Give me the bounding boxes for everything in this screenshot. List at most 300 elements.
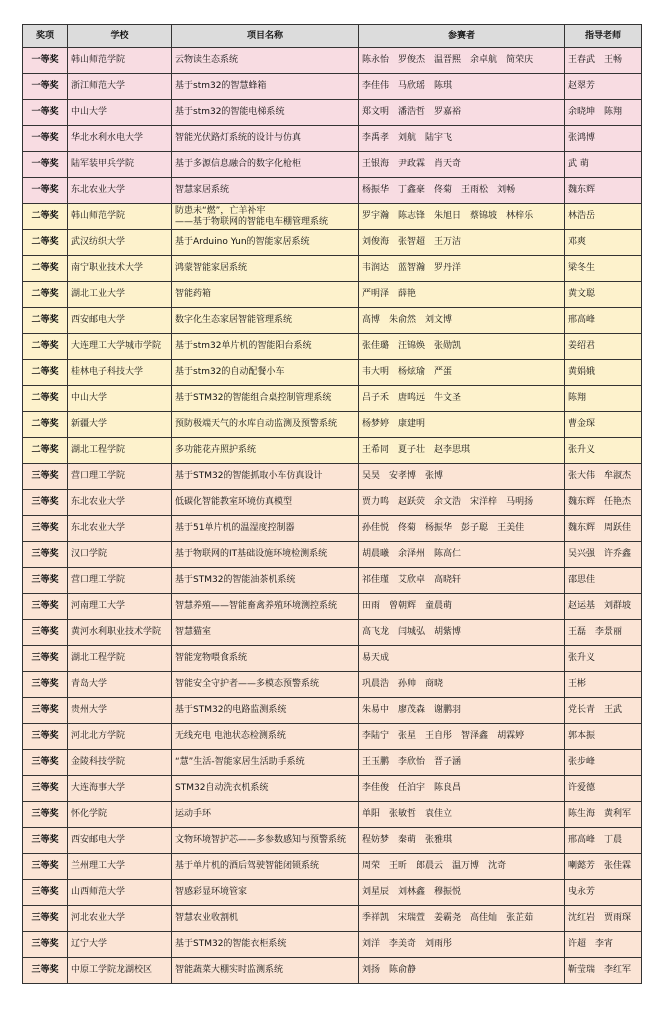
advisors-cell: [565, 620, 642, 646]
table-row: [23, 100, 642, 126]
table-row: [23, 282, 642, 308]
school-cell: 湖北工程学院: [68, 646, 172, 672]
advisors-cell: [565, 958, 642, 984]
participant-name: 温万博: [452, 861, 480, 871]
award-cell: 三等奖: [23, 568, 68, 594]
school-cell: 河南理工大学: [68, 594, 172, 620]
advisor-name: 姜绍君: [568, 341, 596, 351]
table-row: [23, 776, 642, 802]
table-row: [23, 126, 642, 152]
participant-name: 高晓轩: [434, 575, 462, 585]
school-cell: 汉口学院: [68, 542, 172, 568]
awards-table: [22, 24, 642, 984]
advisor-name: 邢高峰: [568, 315, 596, 325]
project-cell: 智慧农业收割机: [172, 906, 359, 932]
participant-name: 童晨萌: [425, 601, 453, 611]
advisors-cell: [565, 100, 642, 126]
table-body: [23, 48, 642, 984]
table-row: [23, 74, 642, 100]
table-row: [23, 802, 642, 828]
award-cell: 二等奖: [23, 360, 68, 386]
participant-name: 丁鑫豪: [398, 185, 426, 195]
advisor-name: 王彬: [568, 679, 587, 689]
advisor-name: 周跃佳: [604, 523, 632, 533]
advisor-name: 贾雨琛: [604, 913, 632, 923]
project-cell: 数字化生态家居智能管理系统: [172, 308, 359, 334]
header-advisors: 指导老师: [565, 25, 642, 48]
advisors-cell: [565, 282, 642, 308]
participant-name: 刘航: [398, 133, 417, 143]
participant-name: 牛文圣: [434, 393, 462, 403]
advisors-cell: [565, 256, 642, 282]
participant-name: 罗俊杰: [398, 55, 426, 65]
participant-name: 余卓航: [470, 55, 498, 65]
participant-name: 宋洋梓: [470, 497, 498, 507]
project-cell: 无线充电 电池状态检测系统: [172, 724, 359, 750]
school-cell: 韩山师范学院: [68, 204, 172, 230]
participants-cell: [359, 178, 565, 204]
advisor-name: 王春武: [568, 55, 596, 65]
school-cell: 韩山师范学院: [68, 48, 172, 74]
participant-name: 马欣瑶: [398, 81, 426, 91]
award-cell: 二等奖: [23, 308, 68, 334]
advisor-name: 党长青: [568, 705, 596, 715]
advisor-name: 陈生海: [568, 809, 596, 819]
advisor-name: 牟淑杰: [604, 471, 632, 481]
advisors-cell: [565, 516, 642, 542]
participants-cell: [359, 802, 565, 828]
participant-name: 高佳灿: [470, 913, 498, 923]
participants-cell: [359, 256, 565, 282]
participant-name: 高博: [362, 315, 381, 325]
participant-name: 胡霖婷: [497, 731, 525, 741]
participants-cell: [359, 854, 565, 880]
participant-name: 王希同: [362, 445, 390, 455]
participant-name: 袁佳立: [425, 809, 453, 819]
advisors-cell: [565, 152, 642, 178]
school-cell: 兰州理工大学: [68, 854, 172, 880]
header-project: 项目名称: [172, 25, 359, 48]
table-row: [23, 542, 642, 568]
advisor-name: 赵翠芳: [568, 81, 596, 91]
participant-name: 任泊宇: [398, 783, 426, 793]
participant-name: 陆宇飞: [425, 133, 453, 143]
advisors-cell: [565, 204, 642, 230]
participant-name: 吴昊: [362, 471, 381, 481]
participants-cell: [359, 932, 565, 958]
advisors-cell: [565, 74, 642, 100]
participant-name: 陈俞静: [389, 965, 417, 975]
advisor-name: 梁冬生: [568, 263, 596, 273]
participant-name: 唐鸣远: [398, 393, 426, 403]
participant-name: 潘浩哲: [398, 107, 426, 117]
project-cell: 基于多源信息融合的数字化枪柜: [172, 152, 359, 178]
participant-name: 杨振华: [425, 523, 453, 533]
participant-name: 张雅琪: [425, 835, 453, 845]
advisor-name: 许超: [568, 939, 587, 949]
participant-name: 严明泽: [362, 289, 390, 299]
award-cell: 二等奖: [23, 334, 68, 360]
advisors-cell: [565, 932, 642, 958]
award-cell: 二等奖: [23, 438, 68, 464]
project-cell: 智感彩显环境管家: [172, 880, 359, 906]
school-cell: 东北农业大学: [68, 516, 172, 542]
participant-name: 程妨梦: [362, 835, 390, 845]
participant-name: 杨振华: [362, 185, 390, 195]
participants-cell: [359, 230, 565, 256]
school-cell: 青岛大学: [68, 672, 172, 698]
advisors-cell: [565, 490, 642, 516]
advisors-cell: [565, 334, 642, 360]
advisor-name: 林浩岳: [568, 211, 596, 221]
award-cell: 三等奖: [23, 464, 68, 490]
award-cell: 三等奖: [23, 880, 68, 906]
award-cell: 三等奖: [23, 594, 68, 620]
project-cell: 智能蔬菜大棚实时监测系统: [172, 958, 359, 984]
participant-name: 汪锦焕: [398, 341, 426, 351]
advisor-name: 李景丽: [595, 627, 623, 637]
school-cell: 湖北工业大学: [68, 282, 172, 308]
table-row: [23, 334, 642, 360]
participants-cell: [359, 646, 565, 672]
table-row: [23, 620, 642, 646]
advisors-cell: [565, 594, 642, 620]
advisor-name: 郭本振: [568, 731, 596, 741]
advisor-name: 张佳霖: [604, 861, 632, 871]
participant-name: 吕子禾: [362, 393, 390, 403]
school-cell: 金陵科技学院: [68, 750, 172, 776]
participants-cell: [359, 412, 565, 438]
advisor-name: 武 萌: [568, 159, 589, 169]
project-cell: 基于STM32的智能抓取小车仿真设计: [172, 464, 359, 490]
participant-name: 罗宇瀚: [362, 211, 390, 221]
participant-name: 张博: [425, 471, 444, 481]
table-row: [23, 932, 642, 958]
participants-cell: [359, 126, 565, 152]
table-row: [23, 152, 642, 178]
school-cell: 营口理工学院: [68, 568, 172, 594]
advisors-cell: [565, 412, 642, 438]
award-cell: 三等奖: [23, 750, 68, 776]
participant-name: 张芷茹: [506, 913, 534, 923]
project-cell: 基于物联网的IT基础设施环境检测系统: [172, 542, 359, 568]
participant-name: 李美奇: [389, 939, 417, 949]
school-cell: 河北农业大学: [68, 906, 172, 932]
participant-name: 廖茂森: [398, 705, 426, 715]
award-cell: 三等奖: [23, 646, 68, 672]
project-cell: 基于STM32的电路监测系统: [172, 698, 359, 724]
award-cell: 一等奖: [23, 100, 68, 126]
school-cell: 大连海事大学: [68, 776, 172, 802]
award-cell: 三等奖: [23, 958, 68, 984]
school-cell: 黄河水利职业技术学院: [68, 620, 172, 646]
participant-name: 张佳璐: [362, 341, 390, 351]
participant-name: 罗嘉裕: [434, 107, 462, 117]
participants-cell: [359, 152, 565, 178]
participant-name: 易天成: [362, 653, 390, 663]
school-cell: 武汉纺织大学: [68, 230, 172, 256]
table-row: [23, 750, 642, 776]
award-cell: 一等奖: [23, 48, 68, 74]
participants-cell: [359, 308, 565, 334]
award-cell: 三等奖: [23, 620, 68, 646]
advisor-name: 吴兴强: [568, 549, 596, 559]
award-cell: 一等奖: [23, 152, 68, 178]
project-cell: 鸿蒙智能家居系统: [172, 256, 359, 282]
advisor-name: 黄文聪: [568, 289, 596, 299]
project-cell: 智能光伏路灯系统的设计与仿真: [172, 126, 359, 152]
project-cell: 运动手环: [172, 802, 359, 828]
participants-cell: [359, 958, 565, 984]
participant-name: 王玉鹏: [362, 757, 390, 767]
participants-cell: [359, 386, 565, 412]
participant-name: 韦润达: [362, 263, 390, 273]
participants-cell: [359, 464, 565, 490]
advisor-name: 许乔鑫: [604, 549, 632, 559]
table-row: [23, 204, 642, 230]
table-row: [23, 412, 642, 438]
header-participants: 参赛者: [359, 25, 565, 48]
project-cell: 基于stm32的智慧蜂箱: [172, 74, 359, 100]
participant-name: 张勋凯: [434, 341, 462, 351]
participant-name: 陈志锋: [398, 211, 426, 221]
participants-cell: [359, 698, 565, 724]
participant-name: 单阳: [362, 809, 381, 819]
participant-name: 曾朝辉: [389, 601, 417, 611]
project-cell: 基于stm32的自动配餐小车: [172, 360, 359, 386]
school-cell: 怀化学院: [68, 802, 172, 828]
participants-cell: [359, 100, 565, 126]
participants-cell: [359, 360, 565, 386]
participants-cell: [359, 204, 565, 230]
advisors-cell: [565, 308, 642, 334]
award-cell: 二等奖: [23, 204, 68, 230]
award-cell: 三等奖: [23, 802, 68, 828]
advisor-name: 余晓坤: [568, 107, 596, 117]
table-row: [23, 646, 642, 672]
participant-name: 温晋熙: [434, 55, 462, 65]
participant-name: 张敏哲: [389, 809, 417, 819]
participants-cell: [359, 334, 565, 360]
award-cell: 一等奖: [23, 74, 68, 100]
project-cell: 多功能花卉照护系统: [172, 438, 359, 464]
project-cell: 基于stm32的智能电梯系统: [172, 100, 359, 126]
advisors-cell: [565, 880, 642, 906]
table-row: [23, 594, 642, 620]
participant-name: 刘畅: [497, 185, 516, 195]
school-cell: 桂林电子科技大学: [68, 360, 172, 386]
participant-name: 胡紫博: [434, 627, 462, 637]
award-cell: 三等奖: [23, 672, 68, 698]
school-cell: 中原工学院龙湖校区: [68, 958, 172, 984]
school-cell: 中山大学: [68, 100, 172, 126]
participants-cell: [359, 48, 565, 74]
advisor-name: 邢高峰: [568, 835, 596, 845]
advisor-name: 许爱德: [568, 783, 596, 793]
advisor-name: 陈翔: [568, 393, 587, 403]
advisor-name: 张大伟: [568, 471, 596, 481]
participant-name: 高飞龙: [362, 627, 390, 637]
award-cell: 三等奖: [23, 906, 68, 932]
table-row: [23, 906, 642, 932]
advisor-name: 张升义: [568, 653, 596, 663]
participant-name: 李禹孝: [362, 133, 390, 143]
participant-name: 余文浩: [434, 497, 462, 507]
participants-cell: [359, 594, 565, 620]
table-row: [23, 230, 642, 256]
advisor-name: 丁晨: [604, 835, 623, 845]
advisor-name: 任艳杰: [604, 497, 632, 507]
table-row: [23, 828, 642, 854]
participant-name: 陈高仁: [434, 549, 462, 559]
participant-name: 康建明: [398, 419, 426, 429]
award-cell: 三等奖: [23, 490, 68, 516]
school-cell: 西安邮电大学: [68, 828, 172, 854]
table-header: [23, 25, 642, 48]
project-cell: 低碳化智能教室环境仿真模型: [172, 490, 359, 516]
project-cell: 智慧家居系统: [172, 178, 359, 204]
advisors-cell: [565, 802, 642, 828]
participant-name: 刘星辰: [362, 887, 390, 897]
participant-name: 张星: [398, 731, 417, 741]
award-cell: 三等奖: [23, 828, 68, 854]
participant-name: 王银海: [362, 159, 390, 169]
project-cell: 基于STM32的智能油茶机系统: [172, 568, 359, 594]
advisors-cell: [565, 438, 642, 464]
advisor-name: 王磊: [568, 627, 587, 637]
participant-name: 闫城弘: [398, 627, 426, 637]
participants-cell: [359, 620, 565, 646]
participant-name: 胡晨曦: [362, 549, 390, 559]
school-cell: 营口理工学院: [68, 464, 172, 490]
advisor-name: 靳莹瑞: [568, 965, 596, 975]
table-row: [23, 178, 642, 204]
participant-name: 陈永怡: [362, 55, 390, 65]
school-cell: 辽宁大学: [68, 932, 172, 958]
school-cell: 湖北工程学院: [68, 438, 172, 464]
participant-name: 马明扬: [506, 497, 534, 507]
advisors-cell: [565, 698, 642, 724]
award-cell: 一等奖: [23, 126, 68, 152]
participant-name: 季祥凯: [362, 913, 390, 923]
school-cell: 陆军装甲兵学院: [68, 152, 172, 178]
participant-name: 谢鹏羽: [434, 705, 462, 715]
advisors-cell: [565, 906, 642, 932]
advisors-cell: [565, 126, 642, 152]
participant-name: 晋子涵: [434, 757, 462, 767]
participants-cell: [359, 828, 565, 854]
advisors-cell: [565, 360, 642, 386]
participant-name: 秦萌: [398, 835, 417, 845]
advisor-name: 张鸿博: [568, 133, 596, 143]
table-row: [23, 386, 642, 412]
project-cell: 预防极端天气的水库自动监测及预警系统: [172, 412, 359, 438]
participant-name: 赵李思琪: [434, 445, 471, 455]
participant-name: 蔡锦坡: [470, 211, 498, 221]
advisors-cell: [565, 386, 642, 412]
participants-cell: [359, 568, 565, 594]
awards-sheet: [22, 24, 641, 984]
advisors-cell: [565, 464, 642, 490]
advisor-name: 刘群坡: [604, 601, 632, 611]
table-row: [23, 724, 642, 750]
participants-cell: [359, 438, 565, 464]
participant-name: 王雨松: [461, 185, 489, 195]
table-row: [23, 568, 642, 594]
award-cell: 二等奖: [23, 282, 68, 308]
participant-name: 刘洋: [362, 939, 381, 949]
advisor-name: 李红军: [604, 965, 632, 975]
participants-cell: [359, 490, 565, 516]
participants-cell: [359, 724, 565, 750]
project-cell: 云物读生态系统: [172, 48, 359, 74]
advisor-name: 黄利军: [604, 809, 632, 819]
participant-name: 孙帅: [398, 679, 417, 689]
advisors-cell: [565, 542, 642, 568]
school-cell: 中山大学: [68, 386, 172, 412]
header-school: 学校: [68, 25, 172, 48]
participant-name: 蓝智瀚: [398, 263, 426, 273]
project-cell: [172, 204, 359, 230]
participant-name: 商晓: [425, 679, 444, 689]
project-cell: “慧”生活-智能家居生活助手系统: [172, 750, 359, 776]
participant-name: 朱俞然: [389, 315, 417, 325]
advisor-name: 魏东辉: [568, 497, 596, 507]
participant-name: 张智超: [398, 237, 426, 247]
participant-name: 刘林鑫: [398, 887, 426, 897]
participant-name: 赵跃荧: [398, 497, 426, 507]
award-cell: 三等奖: [23, 698, 68, 724]
advisor-name: 魏东辉: [568, 523, 596, 533]
project-cell: 智慧养殖——智能畜禽养殖环境测控系统: [172, 594, 359, 620]
header-award: 奖项: [23, 25, 68, 48]
advisor-name: 邓爽: [568, 237, 587, 247]
participant-name: 杨梦婷: [362, 419, 390, 429]
award-cell: 三等奖: [23, 542, 68, 568]
participants-cell: [359, 880, 565, 906]
participant-name: 薛艳: [398, 289, 417, 299]
advisor-name: 王武: [604, 705, 623, 715]
project-cell: 智能药箱: [172, 282, 359, 308]
participant-name: 简荣庆: [506, 55, 534, 65]
school-cell: 南宁职业技术大学: [68, 256, 172, 282]
advisors-cell: [565, 672, 642, 698]
participant-name: 郑文明: [362, 107, 390, 117]
school-cell: 大连理工大学城市学院: [68, 334, 172, 360]
participant-name: 王万洁: [434, 237, 462, 247]
advisor-name: 曹金琛: [568, 419, 596, 429]
award-cell: 一等奖: [23, 178, 68, 204]
participant-name: 田雨: [362, 601, 381, 611]
table-row: [23, 516, 642, 542]
school-cell: 山西师范大学: [68, 880, 172, 906]
table-row: [23, 360, 642, 386]
participant-name: 沈奇: [488, 861, 507, 871]
table-row: [23, 854, 642, 880]
school-cell: 浙江师范大学: [68, 74, 172, 100]
advisor-name: 张升义: [568, 445, 596, 455]
award-cell: 三等奖: [23, 854, 68, 880]
participant-name: 佟菊: [398, 523, 417, 533]
project-cell: 基于STM32的智能组合桌控制管理系统: [172, 386, 359, 412]
advisors-cell: [565, 828, 642, 854]
participant-name: 李佳俊: [362, 783, 390, 793]
award-cell: 三等奖: [23, 516, 68, 542]
advisor-name: 邵思佳: [568, 575, 596, 585]
award-cell: 三等奖: [23, 776, 68, 802]
project-cell: 基于单片机的酒后驾驶智能闭锁系统: [172, 854, 359, 880]
advisors-cell: [565, 646, 642, 672]
